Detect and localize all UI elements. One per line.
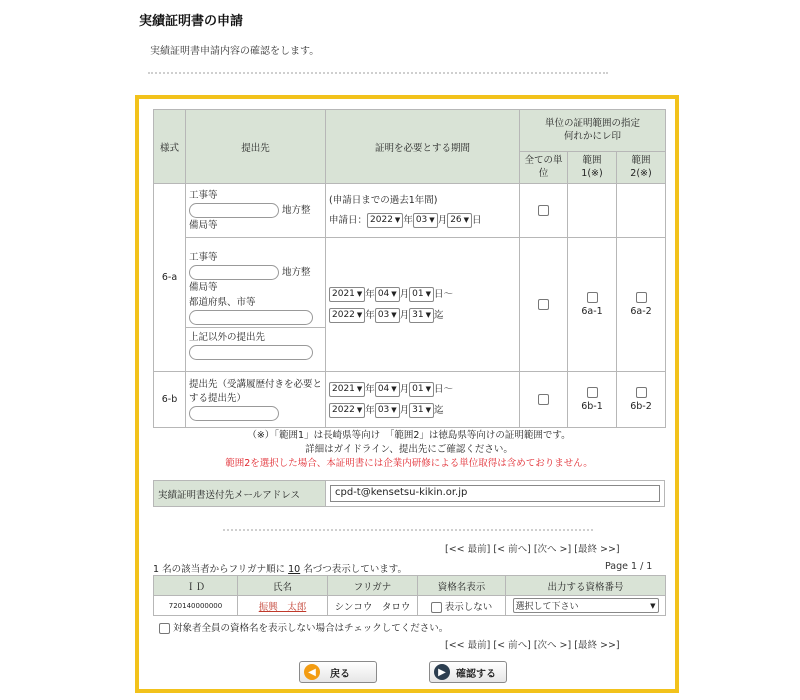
divider bbox=[223, 529, 593, 531]
from-suffix: 日～ bbox=[434, 383, 454, 395]
form-6a-cell bbox=[154, 184, 186, 372]
all-units-checkbox[interactable] bbox=[538, 205, 549, 216]
page-title: 実績証明書の申請 bbox=[139, 14, 244, 29]
header-period: 証明を必要とする期間 bbox=[326, 110, 520, 184]
pager-prev[interactable]: [< 前へ] bbox=[493, 640, 531, 651]
no-show-label: 表示しない bbox=[444, 601, 493, 613]
range2-cell bbox=[617, 372, 666, 428]
notes bbox=[153, 429, 665, 471]
pager-next[interactable]: [次へ >] bbox=[533, 544, 572, 555]
row-select-cell bbox=[506, 596, 666, 616]
mail-label: 実績証明書送付先メールアドレス bbox=[154, 481, 326, 507]
to-suffix: 迄 bbox=[434, 404, 444, 416]
hide-all-row bbox=[159, 620, 448, 634]
form-6b-cell bbox=[154, 372, 186, 428]
all-units-checkbox[interactable] bbox=[538, 299, 549, 310]
warning-note: 範囲2を選択した場合、本証明書には企業内研修による単位取得は含めておりません。 bbox=[225, 458, 593, 469]
back-button[interactable] bbox=[299, 661, 377, 683]
from-month-select[interactable]: 04 ▼ bbox=[375, 382, 400, 397]
recipient-label: 上記以外の提出先 bbox=[189, 331, 266, 343]
range1-label: 6b-1 bbox=[581, 400, 603, 412]
result-count: 10 bbox=[288, 564, 301, 575]
empty-cell bbox=[617, 184, 666, 238]
note-line: 詳細はガイドライン、提出先にご確認ください。 bbox=[305, 444, 513, 455]
month-select[interactable]: 03 ▼ bbox=[413, 213, 438, 228]
to-month-select[interactable]: 03 ▼ bbox=[375, 403, 400, 418]
all-units-cell bbox=[520, 238, 568, 372]
recipient-suffix: 地方整 bbox=[282, 205, 311, 216]
hide-all-label: 対象者全員の資格名を表示しない場合はチェックしてください。 bbox=[173, 623, 449, 634]
apply-date-label: 申請日： bbox=[329, 214, 368, 226]
header-kana: フリガナ bbox=[328, 576, 418, 596]
row-id: 720140000000 bbox=[154, 596, 238, 616]
header-qual-show: 資格名表示 bbox=[418, 576, 506, 596]
pager-last[interactable]: [最終 >>] bbox=[574, 640, 620, 651]
page-indicator: Page 1 / 1 bbox=[605, 561, 653, 572]
divider bbox=[148, 72, 608, 74]
period-cell: (申請日までの過去1年間) 申請日： 2022 ▼ 年 03 ▼ 月 26 ▼ 日 bbox=[326, 184, 520, 238]
row-kana: シンコウ タロウ bbox=[328, 596, 418, 616]
recipient-label: 提出先（受講履歴付きを必要とする提出先） bbox=[189, 379, 323, 404]
period-table bbox=[153, 109, 666, 428]
range1-label: 6a-1 bbox=[581, 305, 603, 317]
to-day-select[interactable]: 31 ▼ bbox=[409, 308, 434, 323]
range2-checkbox[interactable] bbox=[636, 292, 647, 303]
year-select[interactable]: 2022 ▼ bbox=[367, 213, 403, 228]
period-cell: 2021 ▼ 年 04 ▼ 月 01 ▼ 日～ 2022 ▼ 年 03 ▼ 月 31 ▼ 迄 bbox=[326, 372, 520, 428]
note-line: （※）「範囲1」は長崎県等向け 「範囲2」は徳島県等向けの証明範囲です。 bbox=[247, 430, 571, 441]
row-no-show-cell bbox=[418, 596, 506, 616]
to-suffix: 迄 bbox=[434, 309, 444, 321]
header-qual-no: 出力する資格番号 bbox=[506, 576, 666, 596]
recipient-input[interactable] bbox=[189, 203, 279, 218]
range2-cell bbox=[617, 238, 666, 372]
from-year-select[interactable]: 2021 ▼ bbox=[329, 382, 365, 397]
recipient-label: 工事等 bbox=[189, 190, 218, 201]
from-day-select[interactable]: 01 ▼ bbox=[409, 382, 434, 397]
range1-cell bbox=[568, 372, 617, 428]
form-label: 6-a bbox=[161, 272, 178, 283]
arrow-left-icon: ◀ bbox=[304, 664, 320, 680]
table-row bbox=[154, 596, 666, 616]
from-year-select[interactable]: 2021 ▼ bbox=[329, 287, 365, 302]
header-range2: 範囲 2(※) bbox=[617, 152, 666, 184]
recipient-label: 備局等 bbox=[189, 220, 218, 231]
results-table bbox=[153, 575, 666, 616]
mail-cell bbox=[326, 481, 665, 507]
hide-all-checkbox[interactable] bbox=[159, 623, 170, 634]
period-note: (申請日までの過去1年間) bbox=[329, 194, 438, 206]
to-month-select[interactable]: 03 ▼ bbox=[375, 308, 400, 323]
prefecture-input[interactable] bbox=[189, 310, 313, 325]
all-units-cell bbox=[520, 184, 568, 238]
from-day-select[interactable]: 01 ▼ bbox=[409, 287, 434, 302]
to-day-select[interactable]: 31 ▼ bbox=[409, 403, 434, 418]
back-label: 戻る bbox=[330, 668, 350, 680]
to-year-select[interactable]: 2022 ▼ bbox=[329, 403, 365, 418]
from-month-select[interactable]: 04 ▼ bbox=[375, 287, 400, 302]
mail-input[interactable]: cpd-t@kensetsu-kikin.or.jp bbox=[330, 485, 660, 502]
recipient-label: 工事等 bbox=[189, 251, 218, 263]
from-suffix: 日～ bbox=[434, 288, 454, 300]
range1-checkbox[interactable] bbox=[587, 387, 598, 398]
arrow-right-icon: ▶ bbox=[434, 664, 450, 680]
row-name-link[interactable]: 振興 太郎 bbox=[258, 601, 307, 613]
pager-next[interactable]: [次へ >] bbox=[533, 640, 572, 651]
pager-first[interactable]: [<< 最前] bbox=[445, 544, 491, 555]
pager-last[interactable]: [最終 >>] bbox=[574, 544, 620, 555]
recipient-cell bbox=[186, 238, 326, 372]
range2-label: 6a-2 bbox=[630, 305, 652, 317]
pager-prev[interactable]: [< 前へ] bbox=[493, 544, 531, 555]
header-id: ＩＤ bbox=[154, 576, 238, 596]
pager-first[interactable]: [<< 最前] bbox=[445, 640, 491, 651]
form-label: 6-b bbox=[161, 394, 178, 405]
period-cell: 2021 ▼ 年 04 ▼ 月 01 ▼ 日～ 2022 ▼ 年 03 ▼ 月 31 ▼ 迄 bbox=[326, 238, 520, 372]
to-year-select[interactable]: 2022 ▼ bbox=[329, 308, 365, 323]
row-name-cell bbox=[238, 596, 328, 616]
pager-bottom bbox=[445, 637, 620, 651]
recipient-cell bbox=[186, 184, 326, 238]
all-units-checkbox[interactable] bbox=[538, 394, 549, 405]
qual-number-select[interactable]: 選択して下さい ▼ bbox=[513, 598, 659, 613]
header-name: 氏名 bbox=[238, 576, 328, 596]
recipient-cell bbox=[186, 372, 326, 428]
pager-top bbox=[445, 541, 620, 555]
range1-checkbox[interactable] bbox=[587, 292, 598, 303]
recipient-input[interactable] bbox=[189, 265, 279, 280]
result-info: 1 名の該当者からフリガナ順に 10 名づつ表示しています。 bbox=[153, 564, 407, 575]
header-all-units: 全ての単 位 bbox=[520, 152, 568, 184]
recipient-input[interactable] bbox=[189, 406, 279, 421]
range1-cell bbox=[568, 238, 617, 372]
day-select[interactable]: 26 ▼ bbox=[447, 213, 472, 228]
confirm-button[interactable] bbox=[429, 661, 507, 683]
mail-table bbox=[153, 480, 665, 507]
other-recipient-input[interactable] bbox=[189, 345, 313, 360]
header-recipient: 提出先 bbox=[186, 110, 326, 184]
page-description: 実績証明書申請内容の確認をします。 bbox=[150, 46, 320, 57]
recipient-label: 都道府県、市等 bbox=[189, 296, 256, 308]
range2-checkbox[interactable] bbox=[636, 387, 647, 398]
header-unit-scope: 単位の証明範囲の指定 何れかにレ印 bbox=[520, 110, 666, 152]
application-frame bbox=[135, 95, 679, 693]
header-range1: 範囲 1(※) bbox=[568, 152, 617, 184]
recipient-suffix: 地方整 bbox=[282, 266, 311, 278]
header-form: 様式 bbox=[154, 110, 186, 184]
range2-label: 6b-2 bbox=[630, 400, 652, 412]
confirm-label: 確認する bbox=[456, 668, 496, 680]
empty-cell bbox=[568, 184, 617, 238]
recipient-label: 備局等 bbox=[189, 281, 218, 293]
no-show-checkbox[interactable] bbox=[431, 602, 442, 613]
all-units-cell bbox=[520, 372, 568, 428]
